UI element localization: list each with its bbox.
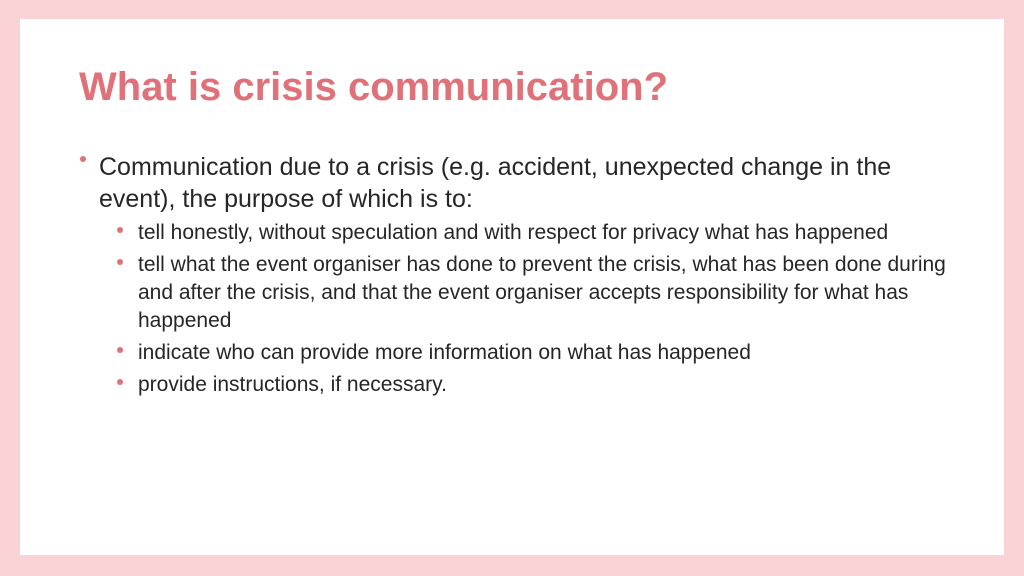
sub-bullet-text: tell what the event organiser has done to prevent the crisis, what has been done during and after the crisis, and that the event organiser accepts responsibility for what has happened bbox=[138, 253, 946, 332]
bullet-dot-icon bbox=[80, 156, 86, 162]
main-bullet-text: Communication due to a crisis (e.g. accident, unexpected change in the event), the purpose of which is to: bbox=[99, 153, 892, 213]
bullet-dot-icon bbox=[117, 227, 123, 233]
sub-bullet-item bbox=[78, 251, 958, 335]
slide-title: What is crisis communication? bbox=[79, 65, 669, 109]
bullet-dot-icon bbox=[117, 379, 123, 385]
sub-bullet-item bbox=[78, 219, 958, 247]
sub-bullet-item bbox=[78, 371, 958, 399]
sub-bullet-text: provide instructions, if necessary. bbox=[138, 373, 447, 396]
slide-content bbox=[78, 151, 958, 403]
slide-canvas bbox=[20, 19, 1004, 555]
bullet-dot-icon bbox=[117, 347, 123, 353]
sub-bullet-list bbox=[78, 219, 958, 399]
sub-bullet-text: indicate who can provide more information on what has happened bbox=[138, 341, 751, 364]
bullet-dot-icon bbox=[117, 259, 123, 265]
sub-bullet-item bbox=[78, 339, 958, 367]
sub-bullet-text: tell honestly, without speculation and with respect for privacy what has happened bbox=[138, 221, 889, 244]
main-bullet-item bbox=[78, 151, 958, 215]
